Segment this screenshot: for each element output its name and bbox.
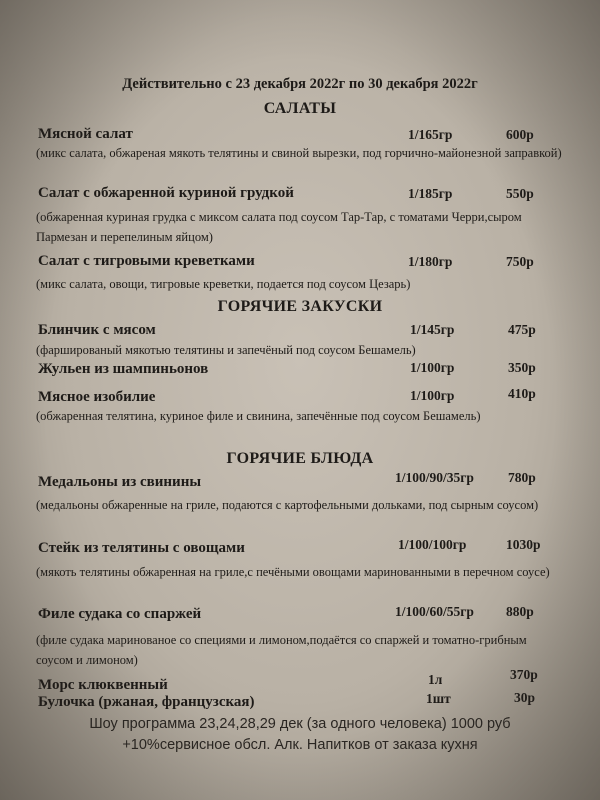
item-name: Медальоны из свинины (38, 474, 202, 490)
item-price: 350р (508, 360, 536, 375)
section-title-hot-appetizers: ГОРЯЧИЕ ЗАКУСКИ (217, 298, 383, 315)
item-description: (обжаренная куриная грудка с миксом салата под соусом Тар-Тар, с томатами Черри,сыром Пармезан и перепелиным яйцом) (36, 210, 522, 244)
item-description: (медальоны обжаренные на гриле, подаются с картофельными дольками, под сырным соусом) (36, 498, 539, 512)
item-price: 1030р (506, 537, 541, 552)
item-price: 600р (506, 127, 534, 142)
item-price: 750р (506, 254, 534, 269)
item-name: Салат с тигровыми креветками (38, 253, 255, 269)
item-description: (мякоть телятины обжаренная на гриле,с печёными овощами маринованными в перечном соусе) (36, 565, 550, 579)
item-price: 370р (510, 667, 538, 682)
item-price: 475р (508, 322, 536, 337)
item-description: (микс салата, обжареная мякоть телятины и свиной вырезки, под горчично-майонезной заправкой) (36, 146, 562, 160)
item-name: Булочка (ржаная, французская) (38, 694, 255, 710)
section-title-hot-dishes: ГОРЯЧИЕ БЛЮДА (226, 450, 374, 467)
item-price: 880р (506, 604, 534, 619)
item-weight: 1шт (426, 691, 451, 706)
show-program-note: Шоу программа 23,24,28,29 дек (за одного человека) 1000 руб (89, 716, 511, 732)
item-price: 30р (514, 690, 536, 705)
item-description: (фаршированый мякотью телятины и запечёный под соусом Бешамель) (36, 343, 416, 357)
item-description: (филе судака маринованое со специями и лимоном,подаётся со спаржей и томатно-грибным соусом и лимоном) (36, 633, 527, 667)
item-weight: 1/100/60/55гр (395, 604, 474, 619)
item-weight: 1/100/100гр (398, 537, 467, 552)
item-weight: 1/145гр (410, 322, 455, 337)
item-weight: 1/100гр (410, 360, 455, 375)
item-weight: 1/165гр (408, 127, 453, 142)
service-charge-note: +10%сервисное обсл. Алк. Напитков от заказа кухня (122, 737, 478, 753)
item-name: Салат с обжаренной куриной грудкой (38, 185, 294, 201)
item-weight: 1л (428, 672, 443, 687)
item-price: 550р (506, 186, 534, 201)
item-name: Филе судака со спаржей (38, 606, 202, 622)
item-description: (микс салата, овощи, тигровые креветки, подается под соусом Цезарь) (36, 277, 411, 291)
item-weight: 1/100гр (410, 388, 455, 403)
item-description: (обжаренная телятина, куриное филе и свинина, запечённые под соусом Бешамель) (36, 409, 481, 423)
section-title-salads: САЛАТЫ (263, 100, 337, 117)
item-name: Блинчик с мясом (38, 322, 156, 338)
item-name: Стейк из телятины с овощами (38, 540, 245, 556)
item-name: Мясной салат (38, 126, 133, 142)
item-name: Жульен из шампиньонов (38, 361, 209, 377)
item-name: Мясное изобилие (38, 389, 156, 405)
item-weight: 1/185гр (408, 186, 453, 201)
item-weight: 1/180гр (408, 254, 453, 269)
item-price: 410р (508, 386, 536, 401)
validity-period: Действительно с 23 декабря 2022г по 30 декабря 2022г (122, 76, 478, 92)
item-name: Морс клюквенный (38, 677, 168, 693)
item-price: 780р (508, 470, 536, 485)
item-weight: 1/100/90/35гр (395, 470, 474, 485)
